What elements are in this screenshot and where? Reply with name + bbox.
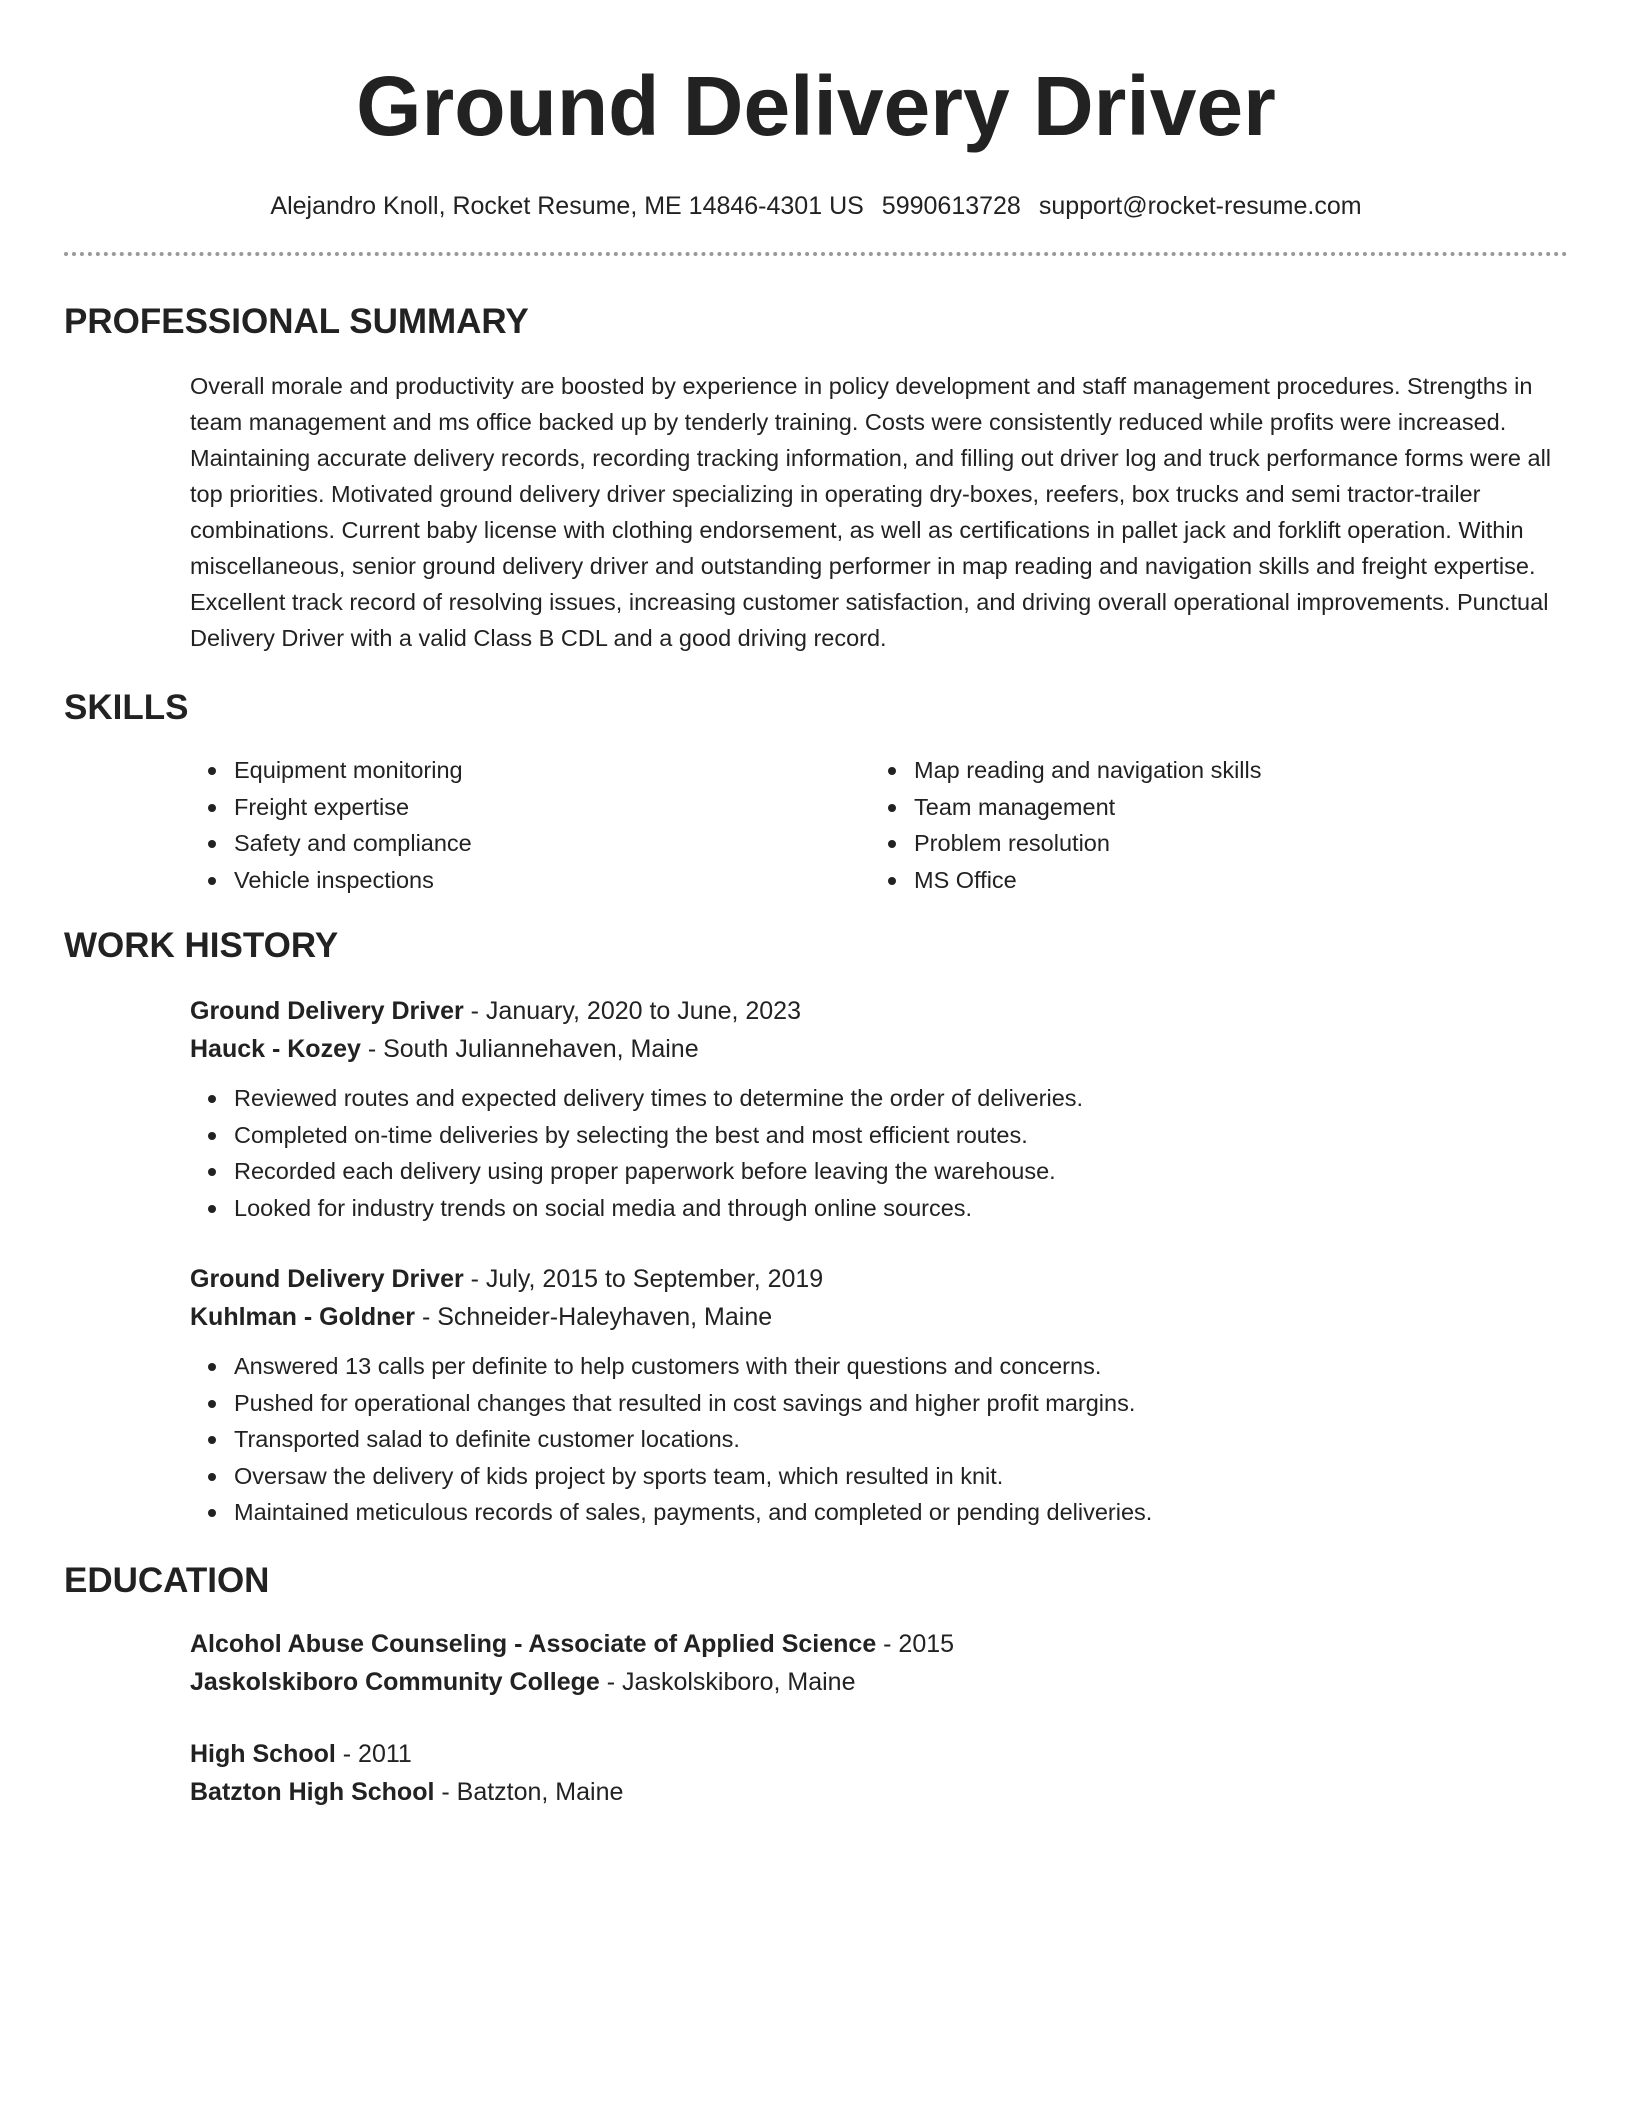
job-title: Ground Delivery Driver bbox=[190, 997, 464, 1025]
education-entry bbox=[190, 1625, 1568, 1701]
skill-item: Team management bbox=[914, 789, 1568, 826]
summary-heading: PROFESSIONAL SUMMARY bbox=[64, 302, 529, 341]
job-location: - Schneider-Haleyhaven, Maine bbox=[415, 1303, 773, 1331]
job-bullet: Oversaw the delivery of kids project by sports team, which resulted in knit. bbox=[234, 1458, 1568, 1495]
job-location: - South Juliannehaven, Maine bbox=[360, 1035, 699, 1063]
skills-section bbox=[64, 686, 1568, 898]
skill-item: Map reading and navigation skills bbox=[914, 752, 1568, 789]
job-title: Ground Delivery Driver bbox=[190, 1265, 464, 1293]
education-heading: EDUCATION bbox=[64, 1560, 270, 1600]
contact-phone: 5990613728 bbox=[881, 192, 1021, 220]
job-bullet: Recorded each delivery using proper paperwork before leaving the warehouse. bbox=[234, 1153, 1568, 1190]
job-bullet: Pushed for operational changes that resulted in cost savings and higher profit margins. bbox=[234, 1385, 1568, 1422]
contact-line bbox=[64, 190, 1568, 222]
job-bullet: Looked for industry trends on social media and through online sources. bbox=[234, 1190, 1568, 1227]
education-section bbox=[64, 1559, 1568, 1811]
skills-heading: SKILLS bbox=[64, 688, 189, 727]
education-school-line bbox=[190, 1663, 1568, 1701]
education-location: - Batzton, Maine bbox=[434, 1777, 624, 1806]
education-year: - 2011 bbox=[335, 1739, 412, 1768]
work-history-heading: WORK HISTORY bbox=[64, 926, 339, 965]
job-bullets bbox=[190, 1080, 1568, 1226]
skill-item: Vehicle inspections bbox=[234, 862, 870, 899]
education-entry bbox=[190, 1735, 1568, 1811]
job-company: Hauck - Kozey bbox=[190, 1035, 361, 1063]
summary-section bbox=[64, 300, 1568, 656]
work-history-section bbox=[64, 924, 1568, 1531]
job-bullet: Maintained meticulous records of sales, payments, and completed or pending deliveries. bbox=[234, 1494, 1568, 1531]
education-degree-line bbox=[190, 1735, 1568, 1773]
summary-text: Overall morale and productivity are boosted by experience in policy development and staff management procedures. Strengths in team management and ms office backed up by tenderly training. Costs were consistently reduced while profits were increased. Maintaining accurate delivery records, recording tracking information, and filling out driver log and truck performance forms were all top priorities. Motivated ground delivery driver specializing in operating dry-boxes, reefers, box trucks and semi tractor-trailer combinations. Current baby license with clothing endorsement, as well as certifications in pallet jack and forklift operation. Within miscellaneous, senior ground delivery driver and outstanding performer in map reading and navigation skills and freight expertise. Excellent track record of resolving issues, increasing customer satisfaction, and driving overall operational improvements. Punctual Delivery Driver with a valid Class B CDL and a good driving record. bbox=[190, 373, 1552, 651]
education-degree-line bbox=[190, 1625, 1568, 1663]
education-degree: High School bbox=[190, 1739, 336, 1768]
education-school: Jaskolskiboro Community College bbox=[190, 1667, 600, 1696]
job-dates: - January, 2020 to June, 2023 bbox=[463, 997, 801, 1025]
job-company: Kuhlman - Goldner bbox=[190, 1303, 415, 1331]
job-title-line bbox=[190, 992, 1568, 1030]
job-entry bbox=[190, 992, 1568, 1226]
header-divider bbox=[64, 252, 1568, 256]
skill-item: Safety and compliance bbox=[234, 825, 870, 862]
skill-item: MS Office bbox=[914, 862, 1568, 899]
job-bullet: Reviewed routes and expected delivery times to determine the order of deliveries. bbox=[234, 1080, 1568, 1117]
skills-grid bbox=[190, 752, 1568, 898]
skills-list-left bbox=[190, 752, 870, 898]
job-entry bbox=[190, 1260, 1568, 1531]
skill-item: Problem resolution bbox=[914, 825, 1568, 862]
job-dates: - July, 2015 to September, 2019 bbox=[463, 1265, 824, 1293]
job-company-line bbox=[190, 1298, 1568, 1336]
contact-address: Alejandro Knoll, Rocket Resume, ME 14846-4301 US bbox=[270, 192, 864, 220]
job-company-line bbox=[190, 1030, 1568, 1068]
job-bullet: Answered 13 calls per definite to help customers with their questions and concerns. bbox=[234, 1348, 1568, 1385]
education-location: - Jaskolskiboro, Maine bbox=[599, 1667, 856, 1696]
education-school: Batzton High School bbox=[190, 1777, 435, 1806]
job-bullet: Completed on-time deliveries by selecting the best and most efficient routes. bbox=[234, 1117, 1568, 1154]
education-year: - 2015 bbox=[876, 1629, 955, 1658]
skills-list-right bbox=[870, 752, 1568, 898]
education-school-line bbox=[190, 1773, 1568, 1811]
skill-item: Freight expertise bbox=[234, 789, 870, 826]
skill-item: Equipment monitoring bbox=[234, 752, 870, 789]
job-bullet: Transported salad to definite customer locations. bbox=[234, 1421, 1568, 1458]
resume-title: Ground Delivery Driver bbox=[356, 59, 1276, 153]
job-title-line bbox=[190, 1260, 1568, 1298]
contact-email: support@rocket-resume.com bbox=[1038, 192, 1362, 220]
education-degree: Alcohol Abuse Counseling - Associate of Applied Science bbox=[190, 1629, 877, 1658]
job-bullets bbox=[190, 1348, 1568, 1531]
